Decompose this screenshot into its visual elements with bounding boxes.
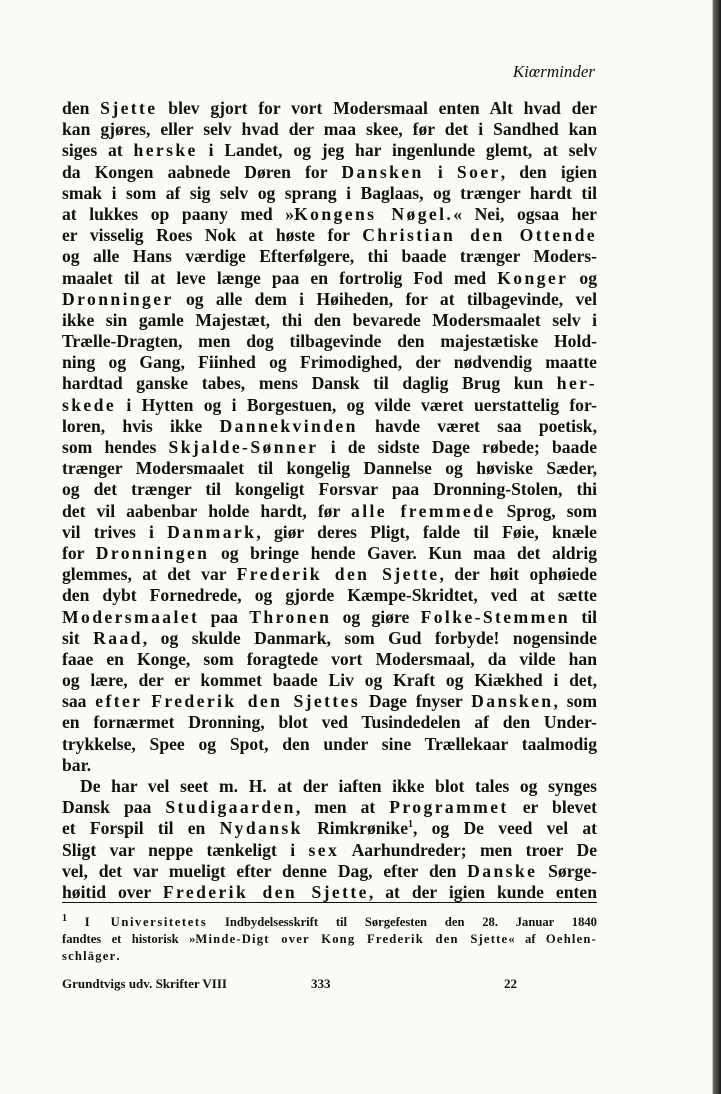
body-text [62,98,597,903]
body-line: den dybt Fornedrede, og gjorde Kæmpe-Skridtet, ved at sætte [62,585,597,606]
body-line: og alle Hans værdige Efterfølgere, thi baade trænger Moders- [62,246,597,267]
body-line: den Sjette blev gjort for vort Modersmaal enten Alt hvad der [62,98,598,118]
body-line: at lukkes op paany med »Kongens Nøgel.« Nei, ogsaa her [62,203,597,224]
body-line: Dronninger og alle dem i Høiheden, for at tilbagevinde, vel [62,288,597,309]
body-line: Modersmaalet paa Thronen og giøre Folke-Stemmen til [62,606,597,627]
footer-collection: Grundtvigs udv. Skrifter VIII [62,976,227,991]
body-line: trænger Modersmaalet til kongelig Dannelse og høviske Sæder, [62,458,597,479]
footnote-line: $^1$ I Universitetets Indbydelsesskrift til Sørgefesten den 28. Januar 1840 [62,912,597,929]
footer-page-number: 333 [311,976,331,991]
running-head: Kiœrminder [512,62,595,81]
body-line: trykkelse, Spee og Spot, den under sine Trællekaar taalmodig [62,733,597,754]
body-line: kan gjøres, eller selv hvad der maa skee, før det i Sandhed kan [62,119,597,140]
body-line: et Forspil til en Nydansk Rimkrønike$^1$, og De veed vel at [62,818,597,839]
body-line: loren, hvis ikke Dannekvinden havde været saa poetisk, [62,415,597,436]
footnote-line: schläger. [62,949,120,963]
body-line: skede i Hytten og i Borgestuen, og vilde været uerstattelig for- [62,394,597,415]
body-line: siges at herske i Landet, og jeg har ingenlunde glemt, at selv [62,140,597,161]
body-line: glemmes, at det var Frederik den Sjette, der høit ophøiede [62,564,597,585]
body-line: Dansk paa Studigaarden, men at Programmet er blevet [62,797,597,818]
body-line: bar. [62,754,92,775]
body-line: det vil aabenbar holde hardt, før alle fremmede Sprog, som [62,500,598,521]
page-edge-shadow [713,0,721,1094]
body-line: vil trives i Danmark, giør deres Pligt, falde til Føie, knæle [62,521,597,542]
footnote-rule [62,902,597,903]
body-line: da Kongen aabnede Døren for Dansken i Soer, den igien [62,161,597,182]
body-line: maalet til at leve længe paa en fortrolig Fod med Konger og [62,267,597,288]
body-line: sit Raad, og skulde Danmark, som Gud forbyde! nogensinde [62,627,597,648]
footnote [62,914,597,965]
footnote-marker: 1 [62,912,67,924]
body-line: vel, det var mueligt efter denne Dag, efter den Danske Sørge- [62,860,597,881]
body-line: ikke sin gamle Majestæt, thi den bevarede Modersmaalet selv i [62,309,597,330]
body-line: for Dronningen og bringe hende Gaver. Kun maa det aldrig [62,542,598,563]
body-line: ning og Gang, Fiinhed og Frimodighed, der nødvendig maatte [62,352,597,373]
footer-sheet-number: 22 [504,976,517,991]
footnote-ref: 1 [408,819,414,831]
body-line: og det trænger til kongeligt Forsvar paa Dronning-Stolen, thi [62,479,597,500]
body-line: og lære, der er kommet baade Liv og Kraft og Kiækhed i det, [62,670,597,691]
body-line: som hendes Skjalde-Sønner i de sidste Dage røbede; baade [62,437,597,457]
body-line: er visselig Roes Nok at høste for Christian den Ottende [62,225,597,246]
body-line: hardtad ganske tabes, mens Dansk til daglig Brug kun her- [62,373,597,394]
body-line: De har vel seet m. H. at der iaften ikke blot tales og synges [80,776,597,796]
body-line: en fornærmet Dronning, blot ved Tusindedelen af den Under- [62,712,597,733]
footnote-line: fandtes et historisk »Minde-Digt over Kong Frederik den Sjette« af Oehlen- [62,932,597,946]
body-line: smak i som af sig selv og sprang i Baglaas, og trænger hardt til [62,182,597,203]
body-line: Trælle-Dragten, men dog tilbagevinde den majestætiske Hold- [62,331,597,352]
body-line: Sligt var neppe tænkeligt i sex Aarhundreder; men troer De [62,839,597,860]
body-line: saa efter Frederik den Sjettes Dage fnyser Dansken, som [62,691,597,712]
body-line: høitid over Frederik den Sjette, at der igien kunde enten [62,881,597,902]
body-line: faae en Konge, som foragtede vort Modersmaal, da vilde han [62,648,597,669]
